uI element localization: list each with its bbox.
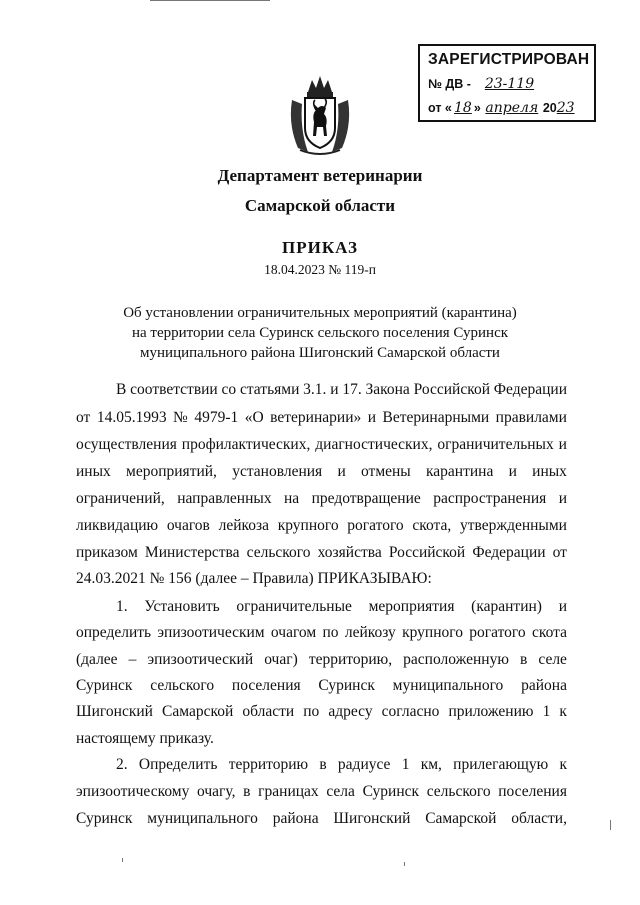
- body-word: хозяйства: [317, 544, 382, 561]
- stamp-date-line: [428, 100, 575, 116]
- body-word: 4979-1: [194, 409, 239, 426]
- body-line: [116, 598, 567, 618]
- body-word: ограничительных: [437, 436, 554, 453]
- body-word: района: [272, 810, 319, 827]
- body-word: отмены: [361, 463, 411, 480]
- body-word: 1: [401, 756, 410, 773]
- document-date-number: 18.04.2023 № 119-п: [264, 262, 376, 277]
- body-word: мероприятия: [368, 598, 455, 615]
- body-word: Шигонский: [333, 810, 411, 827]
- stamp-number-line: [428, 76, 544, 92]
- body-word: №: [173, 409, 188, 426]
- body-word: скота,: [412, 517, 452, 534]
- body-word: и: [558, 490, 567, 507]
- body-word: сельского: [150, 677, 215, 694]
- stamp-number-value: 23-119: [484, 76, 535, 92]
- body-line: [76, 490, 567, 510]
- body-word: распространения: [433, 490, 547, 507]
- body-word: приказом: [76, 544, 138, 561]
- body-word: Ветеринарными: [382, 409, 490, 426]
- body-word: и: [337, 463, 346, 480]
- body-word: со: [221, 381, 237, 398]
- stamp-date-mid: »: [473, 101, 481, 115]
- body-word: лейкоза: [218, 517, 269, 534]
- body-word: направленных: [177, 490, 272, 507]
- samara-coat-of-arms-icon: [286, 70, 354, 156]
- registration-stamp: [418, 44, 596, 122]
- body-word: территорию,: [308, 651, 393, 668]
- body-word: эпизоотическому: [76, 783, 190, 800]
- subject-line: муниципального района Шигонский Самарской области: [140, 345, 500, 361]
- body-word: в: [519, 651, 528, 668]
- body-word: района: [521, 677, 567, 694]
- body-word: осуществления: [76, 436, 177, 453]
- body-word: ограничительные: [236, 598, 352, 615]
- body-word: рогатого: [469, 624, 526, 641]
- body-word: согласно: [381, 703, 440, 720]
- body-word: 3.1.: [303, 381, 327, 398]
- body-line: [76, 677, 567, 697]
- body-word: муниципального: [147, 810, 258, 827]
- stamp-year-suffix: 23: [556, 100, 575, 116]
- body-word: Шигонский: [76, 703, 153, 720]
- body-word: диагностических,: [315, 436, 433, 453]
- body-word: 17.: [342, 381, 362, 398]
- body-word: иных: [532, 463, 567, 480]
- body-line: [76, 783, 567, 803]
- body-word: «О: [244, 409, 264, 426]
- body-word: на: [284, 490, 300, 507]
- body-word: Российской: [388, 544, 466, 561]
- body-word: ветеринарии»: [270, 409, 362, 426]
- body-word: границах: [258, 783, 319, 800]
- body-line: [116, 381, 567, 401]
- body-word: поселения: [498, 783, 567, 800]
- body-word: Суринск: [318, 677, 375, 694]
- body-word: очагов: [166, 517, 210, 534]
- body-word: Федерации: [493, 381, 567, 398]
- stamp-date-month: апреля: [485, 100, 539, 116]
- body-word: 2.: [116, 756, 128, 773]
- body-word: предотвращение: [311, 490, 421, 507]
- body-line: [76, 651, 567, 671]
- body-word: 1: [542, 703, 551, 720]
- body-word: в: [243, 783, 251, 800]
- body-word: Российской: [413, 381, 490, 398]
- body-word: Определить: [138, 756, 218, 773]
- body-word: и: [330, 381, 339, 398]
- body-word: Суринск: [76, 677, 133, 694]
- body-word: скота: [531, 624, 567, 641]
- body-word: Закона: [365, 381, 410, 398]
- stamp-number-label: № ДВ -: [428, 77, 471, 91]
- body-line: [76, 544, 567, 564]
- body-line: [76, 409, 567, 429]
- body-word: Министерства: [144, 544, 240, 561]
- body-word: профилактических,: [181, 436, 311, 453]
- body-word: селе: [538, 651, 567, 668]
- body-word: адресу: [328, 703, 373, 720]
- body-word: Суринск: [76, 810, 133, 827]
- body-word: установления: [232, 463, 323, 480]
- body-word: радиусе: [337, 756, 391, 773]
- body-line: [76, 436, 567, 456]
- body-word: и: [367, 409, 377, 426]
- body-word: поселения: [231, 677, 301, 694]
- body-word: Самарской: [162, 703, 234, 720]
- body-line: [116, 756, 567, 776]
- body-word: села: [326, 783, 355, 800]
- body-word: в: [319, 756, 327, 773]
- body-line: [76, 570, 567, 590]
- body-word: и: [558, 436, 567, 453]
- body-word: соответствии: [130, 381, 218, 398]
- body-word: определить: [76, 624, 152, 641]
- body-word: расположенную: [403, 651, 509, 668]
- body-word: карантина: [425, 463, 494, 480]
- body-line: [76, 624, 567, 644]
- body-word: очаг): [264, 651, 298, 668]
- body-word: сельского: [426, 783, 491, 800]
- stamp-date-prefix: от «: [428, 101, 452, 115]
- body-word: сельского: [246, 544, 311, 561]
- body-word: –: [128, 651, 137, 668]
- department-name-line1: Департамент ветеринарии: [217, 166, 423, 185]
- body-word: лейкозу: [344, 624, 396, 641]
- stamp-year-prefix: 20: [542, 101, 557, 115]
- department-name-line2: Самарской области: [244, 196, 396, 215]
- body-word: муниципального: [392, 677, 504, 694]
- document-type: ПРИКАЗ: [282, 238, 358, 257]
- body-word: к: [559, 756, 567, 773]
- body-word: Самарской: [425, 810, 497, 827]
- body-word: области: [242, 703, 295, 720]
- body-word: крупного: [277, 517, 339, 534]
- body-word: эпизоотическим: [157, 624, 265, 641]
- body-word: настоящему приказу.: [76, 730, 214, 747]
- subject-line: Об установлении ограничительных мероприятий (карантина): [123, 305, 517, 321]
- body-word: (карантин): [471, 598, 542, 615]
- body-word: 14.05.1993: [96, 409, 167, 426]
- body-word: ограничений,: [76, 490, 165, 507]
- body-word: иных: [76, 463, 111, 480]
- body-word: и: [558, 598, 567, 615]
- body-word: мероприятий,: [126, 463, 217, 480]
- body-word: по: [322, 624, 339, 641]
- body-word: утвержденными: [459, 517, 567, 534]
- body-word: рогатого: [347, 517, 404, 534]
- body-word: правилами: [495, 409, 567, 426]
- body-word: эпизоотический: [147, 651, 254, 668]
- body-word: 24.03.2021 № 156 (далее – Правила) ПРИКАЗЫВАЮ:: [76, 570, 432, 587]
- body-word: ликвидацию: [76, 517, 159, 534]
- stamp-date-day: 18: [453, 100, 472, 116]
- body-word: по: [303, 703, 320, 720]
- body-word: км,: [420, 756, 442, 773]
- body-word: и: [508, 463, 517, 480]
- body-word: В: [116, 381, 127, 398]
- stamp-title: ЗАРЕГИСТРИРОВАН: [428, 51, 590, 68]
- body-word: прилегающую: [453, 756, 549, 773]
- body-word: Суринск: [362, 783, 420, 800]
- body-word: приложению: [448, 703, 534, 720]
- body-word: 1.: [116, 598, 128, 615]
- body-word: от: [76, 409, 91, 426]
- subject-line: на территории села Суринск сельского поселения Суринск: [131, 325, 509, 341]
- body-line: [76, 730, 567, 750]
- body-word: крупного: [402, 624, 463, 641]
- body-word: территорию: [228, 756, 309, 773]
- body-line: [76, 810, 567, 830]
- body-line: [76, 463, 567, 483]
- body-word: к: [559, 703, 567, 720]
- body-word: очагу,: [197, 783, 236, 800]
- body-word: Установить: [144, 598, 220, 615]
- body-word: очагом: [270, 624, 317, 641]
- body-word: от: [552, 544, 567, 561]
- body-line: [76, 517, 567, 537]
- body-line: [76, 703, 567, 723]
- body-word: области,: [511, 810, 567, 827]
- body-word: Федерации: [472, 544, 546, 561]
- body-word: статьями: [239, 381, 300, 398]
- body-word: (далее: [76, 651, 118, 668]
